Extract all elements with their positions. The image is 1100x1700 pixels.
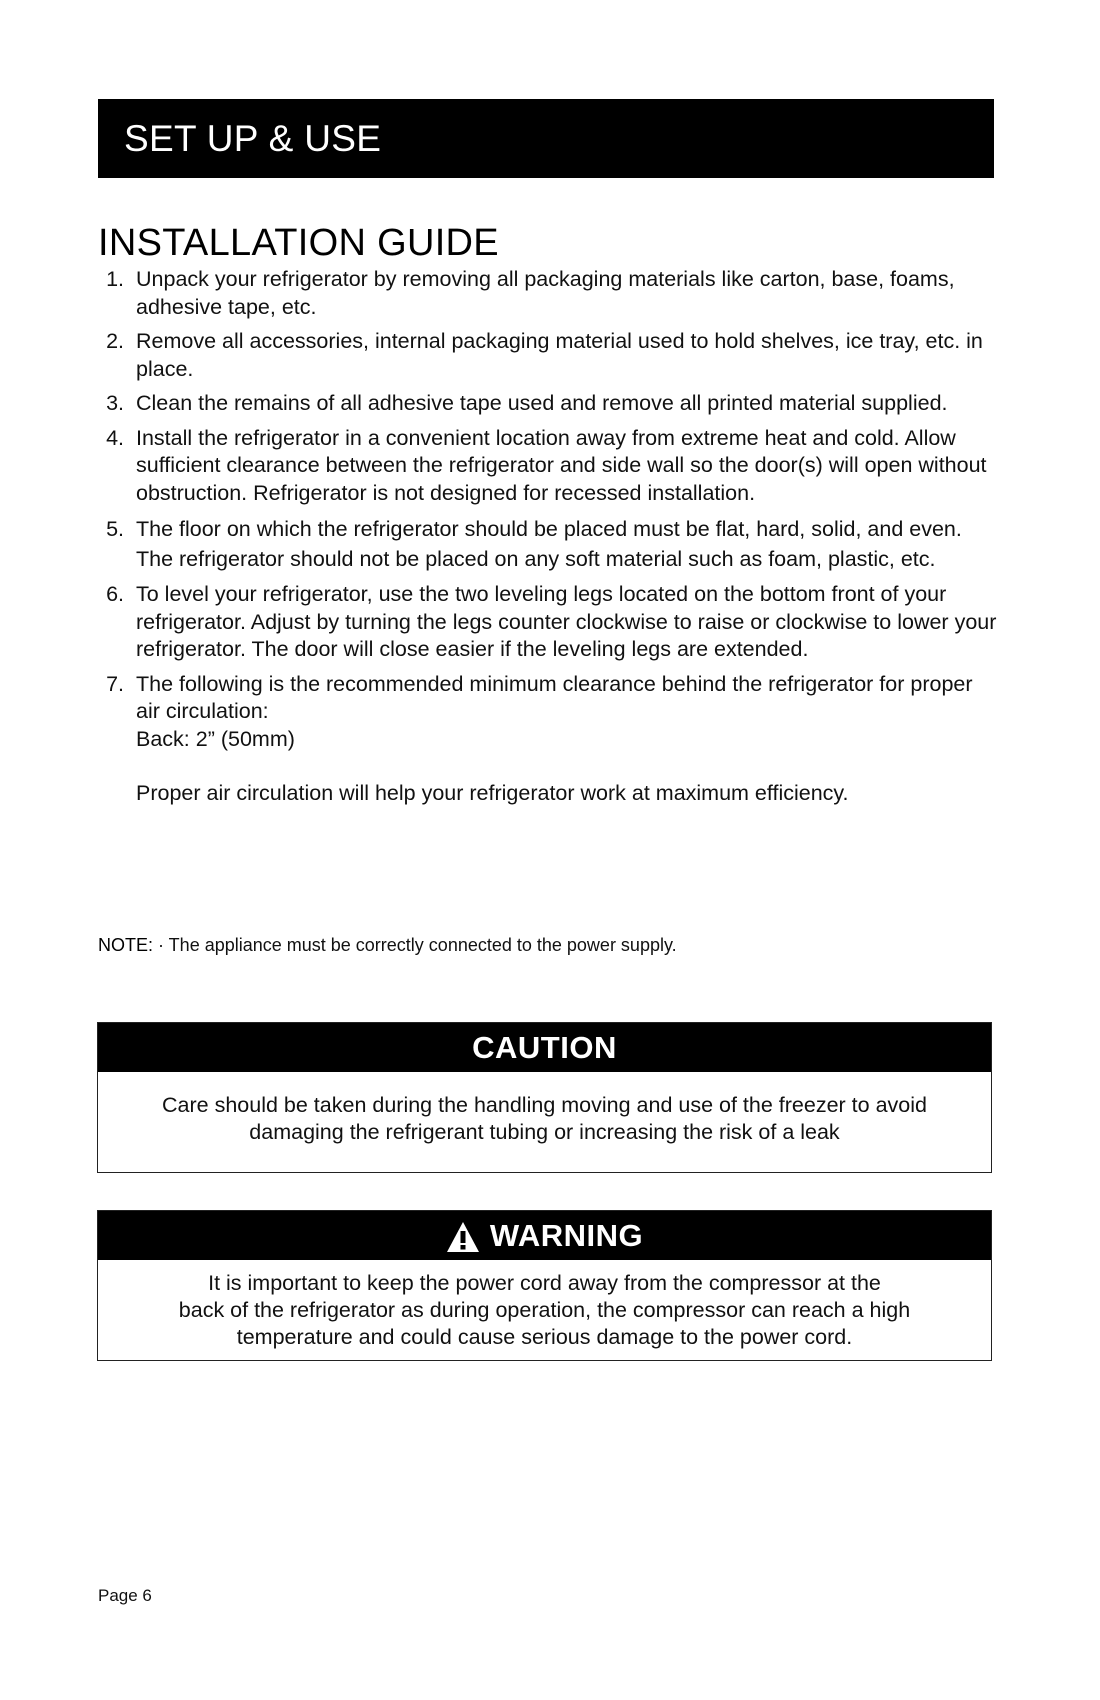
- page-number: Page 6: [98, 1586, 152, 1605]
- step-number: 7.: [106, 671, 124, 696]
- list-item: [98, 581, 998, 664]
- step-number: 5.: [106, 517, 124, 541]
- note-text: · The appliance must be correctly connected to the power supply.: [153, 935, 677, 955]
- warning-title: WARNING: [489, 1217, 644, 1253]
- warning-line: back of the refrigerator as during operation, the compressor can reach a high: [178, 1298, 911, 1322]
- banner-title: SET UP & USE: [124, 117, 382, 159]
- caution-title: CAUTION: [472, 1029, 617, 1065]
- step-number: 2.: [106, 329, 124, 353]
- warning-line: temperature and could cause serious damage to the power cord.: [236, 1325, 853, 1349]
- step-text: Remove all accessories, internal packaging material used to hold shelves, ice tray, etc. in place.: [136, 329, 983, 381]
- list-item: [98, 328, 998, 383]
- warning-header: [98, 1211, 991, 1260]
- step-number: 3.: [106, 391, 124, 415]
- closing-text: Proper air circulation will help your refrigerator work at maximum efficiency.: [136, 781, 849, 805]
- list-item: [98, 671, 998, 808]
- installation-guide-title: INSTALLATION GUIDE: [98, 222, 499, 264]
- step-text: Clean the remains of all adhesive tape used and remove all printed material supplied.: [136, 391, 948, 415]
- step-number: 4.: [106, 425, 124, 450]
- caution-body: Care should be taken during the handling moving and use of the freezer to avoid damaging the refrigerant tubing or increasing the risk of a leak: [162, 1093, 927, 1144]
- caution-box: [97, 1022, 992, 1173]
- caution-header: [98, 1023, 991, 1072]
- step-text: Install the refrigerator in a convenient location away from extreme heat and cold. Allow sufficient clearance between the refrigerator and side wall so the door(s) will open without obstruction. Refrigerator is not designed for recessed installation.: [136, 425, 987, 505]
- warning-box: [97, 1210, 992, 1361]
- list-item: [98, 390, 998, 418]
- warning-triangle-icon: [446, 1221, 480, 1253]
- step-text: Unpack your refrigerator by removing all packaging materials like carton, base, foams, adhesive tape, etc.: [136, 267, 955, 319]
- list-item: [98, 425, 998, 508]
- warning-line: It is important to keep the power cord away from the compressor at the: [208, 1271, 881, 1295]
- clearance-value: Back: 2” (50mm): [136, 726, 295, 751]
- installation-steps-list: [98, 266, 998, 815]
- spacer: [136, 753, 998, 780]
- step-text: The floor on which the refrigerator should be placed must be flat, hard, solid, and even. The refrigerator should not be placed on any soft material such as foam, plastic, etc.: [136, 517, 962, 571]
- list-item: [98, 266, 998, 321]
- step-text: To level your refrigerator, use the two leveling legs located on the bottom front of your refrigerator. Adjust by turning the legs counter clockwise to raise or clockwise to lower your refrigerator. The door will close easier if the leveling legs are extended.: [136, 582, 997, 661]
- list-item: [98, 514, 998, 574]
- note: [98, 935, 677, 956]
- section-banner: [98, 99, 994, 178]
- note-label: NOTE:: [98, 935, 154, 955]
- step-number: 6.: [106, 582, 124, 606]
- step-number: 1.: [106, 267, 124, 291]
- step-text: The following is the recommended minimum clearance behind the refrigerator for proper air circulation:: [136, 671, 973, 723]
- warning-body: [98, 1260, 991, 1351]
